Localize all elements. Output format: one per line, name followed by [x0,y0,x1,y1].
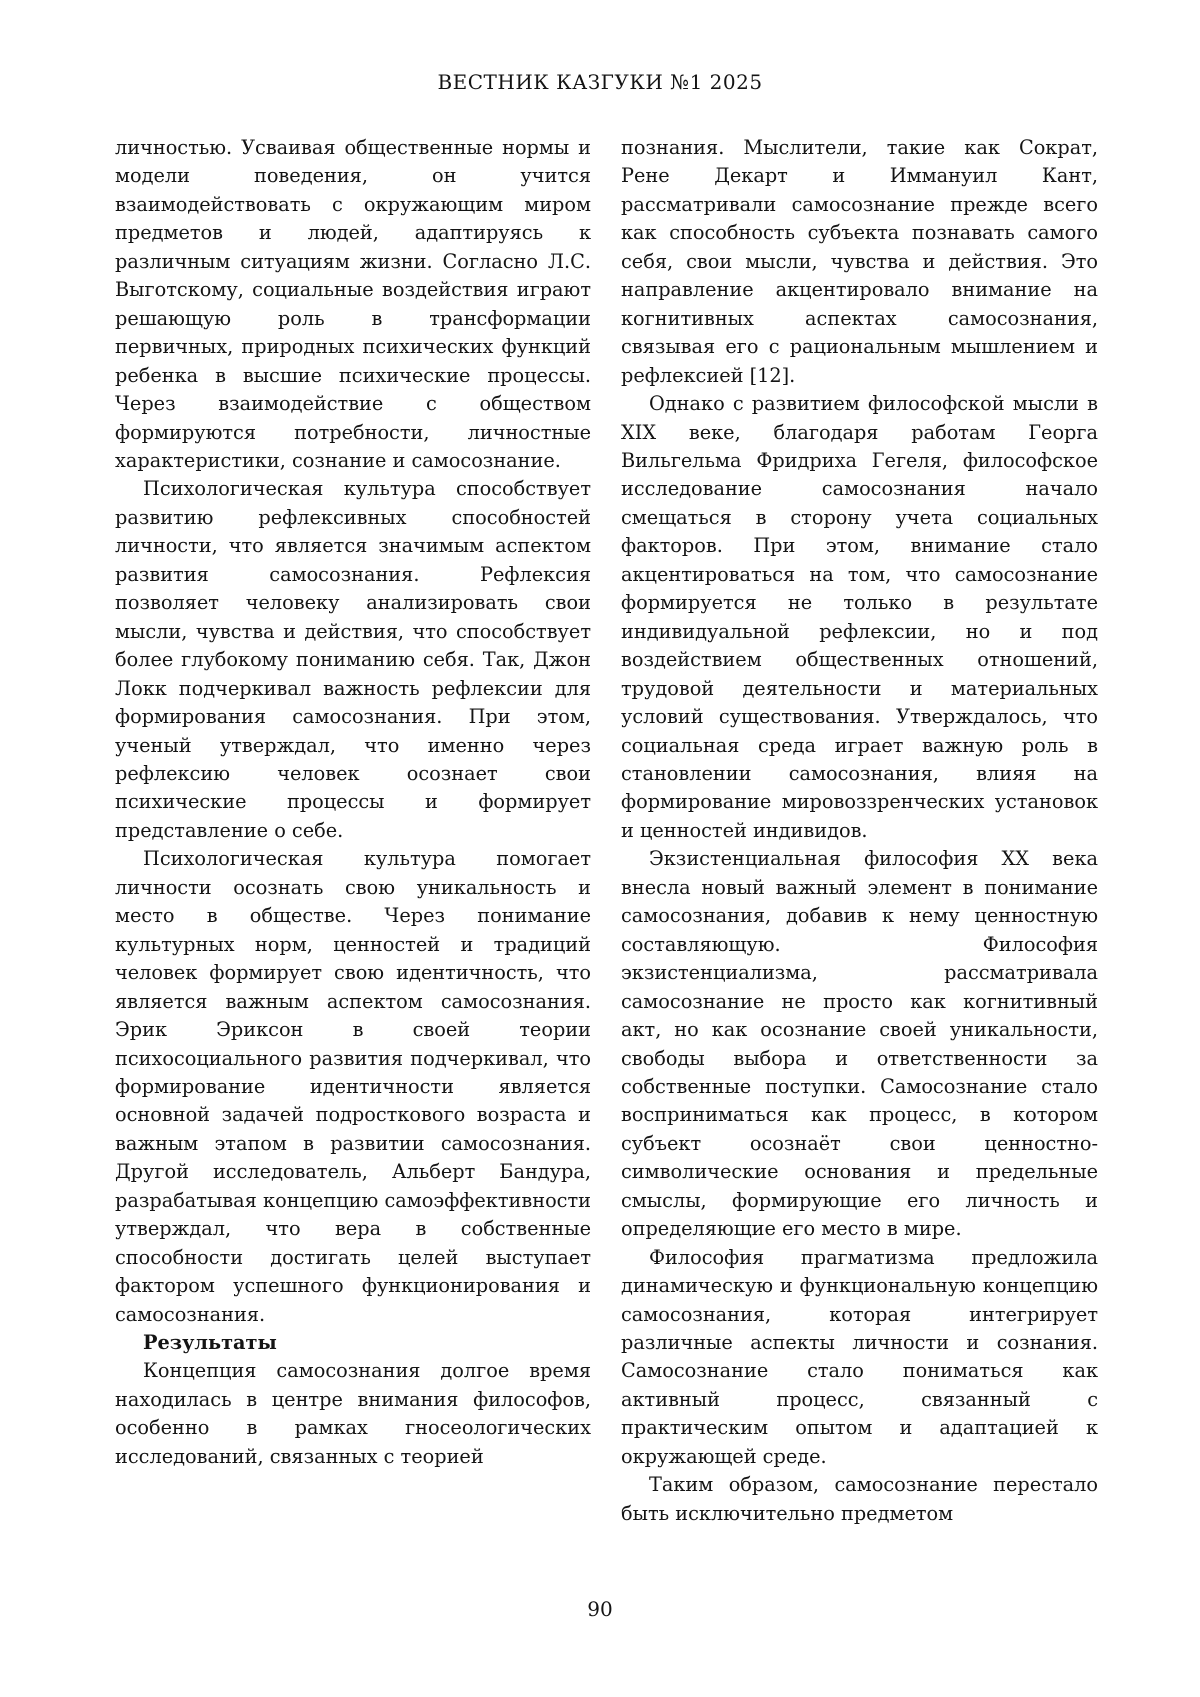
paragraph: Психологическая культура помогает личности осознать свою уникальность и место в обществе. Через понимание культурных норм, ценностей и традиций человек формирует свою идентичность, что является важным аспектом самосознания. Эрик Эриксон в своей теории психосоциального развития подчеркивал, что формирование идентичности является основной задачей подросткового возраста и важным этапом в развитии самосознания. Другой исследователь, Альберт Бандура, разрабатывая концепцию самоэффективности утверждал, что вера в собственные способности достигать целей выступает фактором успешного функционирования и самосознания. [115,847,591,1326]
paragraph: познания. Мыслители, такие как Сократ, Рене Декарт и Иммануил Кант, рассматривали самосознание прежде всего как способность субъекта познавать самого себя, свои мысли, чувства и действия. Это направление акцентировало внимание на когнитивных аспектах самосознания, связывая его с рациональным мышлением и рефлексией [12]. [621,136,1098,387]
paragraph: Концепция самосознания долгое время находилась в центре внимания философов, особенно в рамках гносеологических исследований, связанных с теорией [115,1359,591,1468]
paragraph: личностью. Усваивая общественные нормы и модели поведения, он учится взаимодействовать с окружающим миром предметов и людей, адаптируясь к различным ситуациям жизни. Согласно Л.С. Выготскому, социальные воздействия играют решающую роль в трансформации первичных, природных психических функций ребенка в высшие психические процессы. Через взаимодействие с обществом формируются потребности, личностные характеристики, сознание и самосознание. [115,136,591,472]
left-column [115,134,591,1471]
page-number: 90 [587,1597,613,1621]
section-heading-results: Результаты [143,1331,277,1355]
paragraph: Таким образом, самосознание перестало быть исключительно предметом [621,1473,1098,1525]
paragraph: Экзистенциальная философия XX века внесла новый важный элемент в понимание самосознания, добавив к нему ценностную составляющую. Философия экзистенциализма, рассматривала самосознание не просто как когнитивный акт, но как осознание своей уникальности, свободы выбора и ответственности за собственные поступки. Самосознание стало восприниматься как процесс, в котором субъект осознаёт свои ценностно-символические основания и предельные смыслы, формирующие его личность и определяющие его место в мире. [621,847,1098,1241]
paragraph: Психологическая культура способствует развитию рефлексивных способностей личности, что является значимым аспектом развития самосознания. Рефлексия позволяет человеку анализировать свои мысли, чувства и действия, что способствует более глубокому пониманию себя. Так, Джон Локк подчеркивал важность рефлексии для формирования самосознания. При этом, ученый утверждал, что именно через рефлексию человек осознает свои психические процессы и формирует представление о себе. [115,477,591,842]
paragraph: Однако с развитием философской мысли в XIX веке, благодаря работам Георга Вильгельма Фридриха Гегеля, философское исследование самосознания начало смещаться в сторону учета социальных факторов. При этом, внимание стало акцентироваться на том, что самосознание формируется не только в результате индивидуальной рефлексии, но и под воздействием общественных отношений, трудовой деятельности и материальных условий существования. Утверждалось, что социальная среда играет важную роль в становлении самосознания, влияя на формирование мировоззренческих установок и ценностей индивидов. [621,392,1098,842]
right-column [621,134,1098,1528]
paragraph: Философия прагматизма предложила динамическую и функциональную концепцию самосознания, которая интегрирует различные аспекты личности и сознания. Самосознание стало пониматься как активный процесс, связанный с практическим опытом и адаптацией к окружающей среде. [621,1245,1098,1468]
journal-header: ВЕСТНИК КАЗГУКИ №1 2025 [437,70,763,94]
